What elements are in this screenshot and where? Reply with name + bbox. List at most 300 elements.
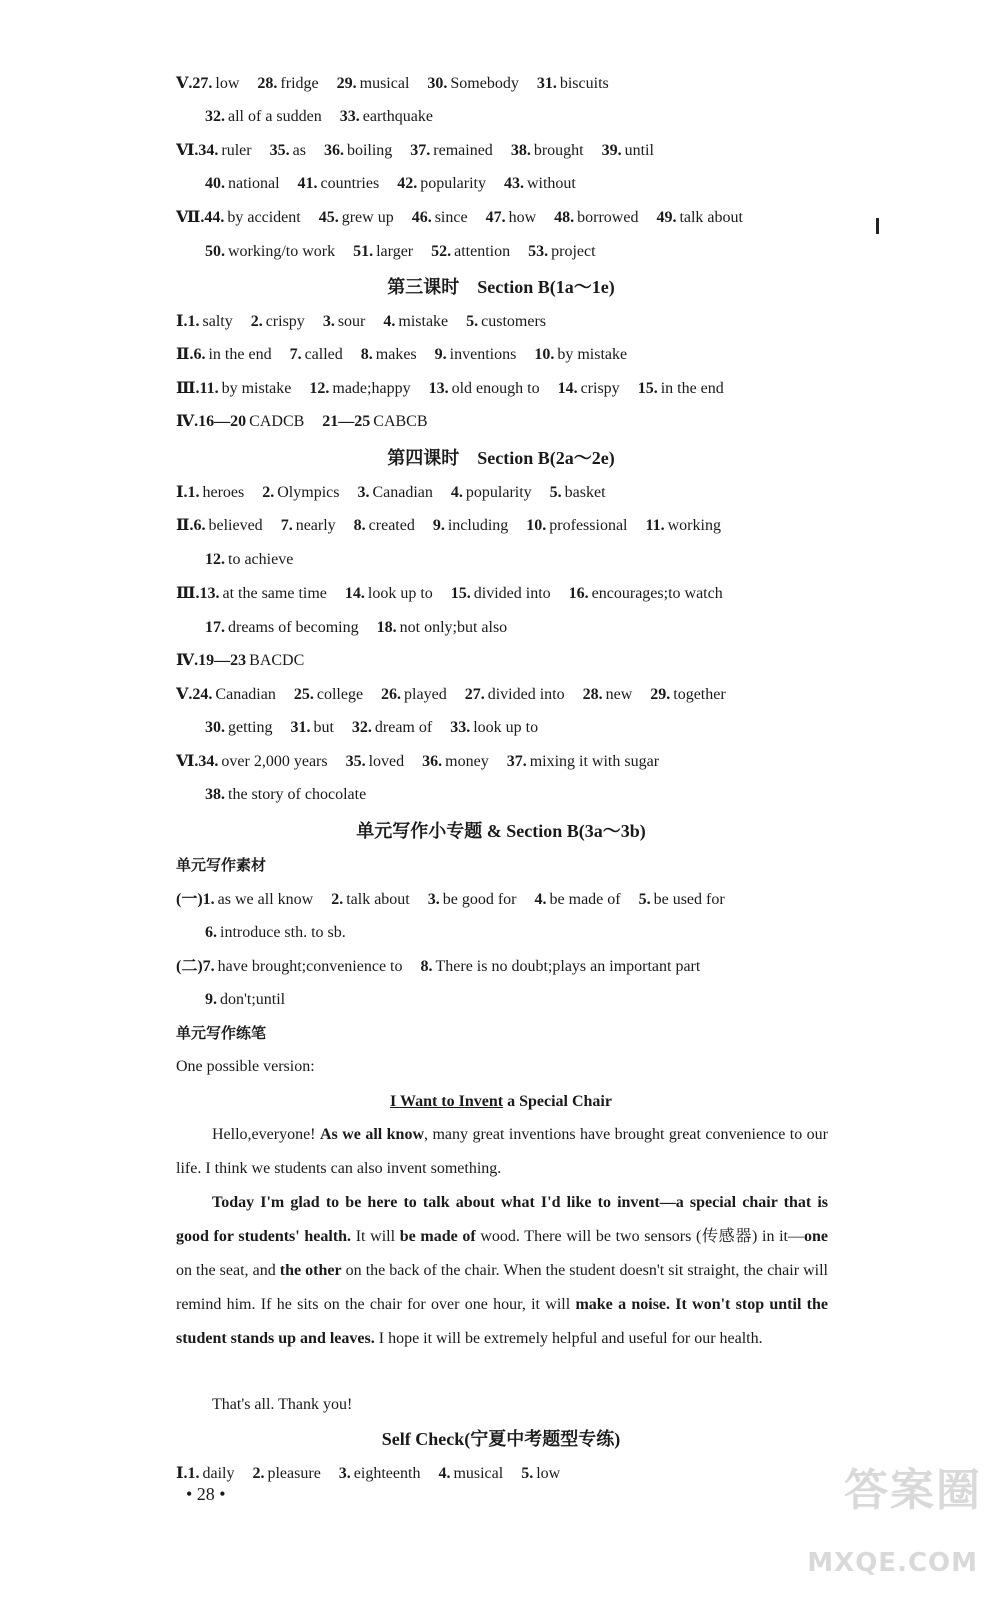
essay-text: Hello,everyone! [212, 1126, 320, 1143]
answer-item [198, 652, 304, 669]
answer-number: 8. [420, 958, 433, 975]
answer-text: ruler [221, 142, 252, 159]
roman-numeral: Ⅲ. [176, 585, 200, 602]
answer-text: heroes [202, 484, 245, 501]
answer-text: musical [453, 1465, 504, 1482]
answer-item [451, 585, 551, 602]
answer-number: 19—23 [198, 652, 247, 669]
answer-item [193, 517, 262, 534]
answer-text: professional [549, 517, 628, 534]
essay-text: on the seat, and [176, 1262, 280, 1279]
answer-number: 3. [427, 891, 440, 908]
answer-number: 2. [331, 891, 344, 908]
answer-row [176, 651, 322, 671]
answer-item [192, 75, 239, 92]
roman-numeral: Ⅰ. [176, 1465, 188, 1482]
answer-item [205, 243, 335, 260]
answer-item [205, 619, 359, 636]
answer-number: 35. [345, 753, 366, 770]
answer-number: 2. [250, 313, 263, 330]
answer-number: 40. [205, 175, 225, 192]
answer-text: getting [228, 719, 273, 736]
answer-item [357, 484, 432, 501]
answer-text: until [624, 142, 654, 159]
essay-text: It will [351, 1228, 400, 1245]
answer-number: 2. [252, 1465, 265, 1482]
answer-item [526, 517, 627, 534]
answer-number: 7. [289, 346, 302, 363]
answer-item [428, 891, 517, 908]
answer-text: encourages;to watch [591, 585, 723, 602]
roman-numeral: Ⅳ. [176, 652, 199, 669]
answer-number: 29. [650, 686, 671, 703]
subheading-material: 单元写作素材 [176, 856, 267, 874]
answer-text: by mistake [221, 380, 292, 397]
answer-number: 53. [528, 243, 549, 260]
answer-number: 28. [257, 75, 278, 92]
answer-number: 27. [192, 75, 213, 92]
answer-number: 14. [557, 380, 578, 397]
answer-item [294, 686, 363, 703]
answer-number: 4. [534, 891, 547, 908]
answer-item [345, 585, 433, 602]
section-heading: 第四课时 Section B(2a～2e) [387, 448, 615, 468]
answer-item [199, 585, 326, 602]
answer-text: pleasure [267, 1465, 321, 1482]
answer-item [412, 209, 468, 226]
answer-text: CADCB [249, 413, 305, 430]
answer-number: 6. [193, 517, 206, 534]
answer-item [198, 753, 327, 770]
essay-text: on the back of the chair. When the student doesn't sit straight, the chair will remind him. If he sits on the chair for over one hour, it will [176, 1262, 829, 1313]
answer-text: be good for [442, 891, 517, 908]
answer-item [534, 346, 627, 363]
answer-item [257, 75, 318, 92]
answer-item [262, 484, 339, 501]
answer-item [433, 517, 508, 534]
answer-text: Somebody [450, 75, 519, 92]
answer-text: divided into [487, 686, 565, 703]
answer-row [205, 618, 525, 638]
answer-row [176, 516, 739, 536]
answer-item [602, 142, 654, 159]
answer-row [176, 312, 564, 332]
answer-text: larger [376, 243, 414, 260]
answer-text: believed [208, 517, 263, 534]
answer-text: without [526, 175, 576, 192]
answer-text: over 2,000 years [221, 753, 328, 770]
answer-number: 37. [410, 142, 431, 159]
subheading-practice: 单元写作练笔 [176, 1024, 267, 1042]
answer-number: 1. [187, 313, 200, 330]
answer-row [176, 584, 741, 604]
answer-item [205, 991, 285, 1008]
answer-item [528, 243, 595, 260]
answer-number: 9. [434, 346, 447, 363]
answer-number: 31. [290, 719, 311, 736]
answer-number: 24. [192, 686, 213, 703]
roman-numeral: Ⅴ. [176, 75, 193, 92]
answer-row [176, 74, 627, 94]
answer-item [323, 313, 366, 330]
answer-number: 30. [205, 719, 225, 736]
answer-number: 17. [205, 619, 225, 636]
answer-item [290, 346, 343, 363]
answer-number: 36. [422, 753, 443, 770]
answer-text: There is no doubt;plays an important part [435, 958, 701, 975]
answer-item [486, 209, 537, 226]
answer-text: in the end [660, 380, 724, 397]
answer-text: introduce sth. to sb. [220, 924, 346, 941]
answer-text: Olympics [277, 484, 340, 501]
answer-item [511, 142, 584, 159]
answer-text: created [368, 517, 415, 534]
answer-text: how [508, 209, 537, 226]
answer-number: 36. [323, 142, 344, 159]
answer-text: since [434, 209, 468, 226]
answer-row [176, 379, 742, 399]
watermark-logo: 答案圈 [844, 1465, 982, 1516]
answer-text: don't;until [220, 991, 286, 1008]
answer-number: 21—25 [322, 413, 371, 430]
answer-number: 12. [309, 380, 330, 397]
answer-number: 41. [297, 175, 318, 192]
answer-text: working/to work [228, 243, 336, 260]
essay-paragraph-1 [176, 1118, 828, 1186]
answer-row [176, 752, 677, 772]
essay-bold: Today I'm glad to be here to talk about what I'd like to invent—a special chair that is good for students' health. [176, 1194, 828, 1245]
roman-numeral: Ⅵ. [176, 753, 199, 770]
answer-item [504, 175, 576, 192]
answer-text: salty [202, 313, 233, 330]
answer-number: 4. [383, 313, 396, 330]
answer-item [339, 1465, 421, 1482]
essay-paragraph-2 [176, 1186, 828, 1356]
answer-text: be made of [549, 891, 621, 908]
answer-number: 11. [199, 380, 219, 397]
essay-title [176, 1092, 826, 1112]
essay-text: , many great inventions have brought great convenience to our life. I think we students can also invent something. [176, 1126, 828, 1177]
answer-item [639, 891, 725, 908]
answer-item [205, 786, 366, 803]
answer-number: 32. [351, 719, 372, 736]
answer-row [205, 242, 614, 262]
answer-row [176, 141, 672, 161]
answer-number: 26. [381, 686, 402, 703]
essay-bold: the other [279, 1262, 342, 1279]
answer-number: 7. [280, 517, 293, 534]
answer-item [198, 142, 251, 159]
essay-title-rest: a Special Chair [503, 1093, 612, 1110]
answer-number: 6. [205, 924, 217, 941]
answer-number: 52. [431, 243, 452, 260]
answer-text: played [404, 686, 447, 703]
answer-text: talk about [679, 209, 743, 226]
answer-number: 6. [193, 346, 206, 363]
answer-item [187, 484, 244, 501]
answer-text: divided into [473, 585, 551, 602]
answer-item [204, 209, 300, 226]
answer-row [205, 785, 384, 805]
answer-row [176, 483, 624, 503]
answer-item [337, 75, 410, 92]
answer-number: 45. [318, 209, 339, 226]
answer-item [465, 686, 565, 703]
answer-number: 13. [428, 380, 449, 397]
answer-row [205, 990, 303, 1010]
answer-text: BACDC [249, 652, 305, 669]
answer-text: musical [359, 75, 410, 92]
answer-text: but [313, 719, 334, 736]
answer-text: dream of [374, 719, 433, 736]
answer-item [281, 517, 336, 534]
answer-item [438, 1465, 503, 1482]
answer-number: 35. [269, 142, 290, 159]
answer-number: 5. [521, 1465, 534, 1482]
answer-item [187, 313, 232, 330]
answer-text: nearly [295, 517, 336, 534]
answer-text: inventions [449, 346, 517, 363]
answer-text: popularity [465, 484, 532, 501]
answer-item [383, 313, 448, 330]
answer-item [656, 209, 743, 226]
answer-item [187, 1465, 234, 1482]
answer-item [352, 719, 432, 736]
answer-text: low [536, 1465, 561, 1482]
answer-text: attention [454, 243, 511, 260]
answer-text: fridge [280, 75, 319, 92]
answer-text: to achieve [228, 551, 294, 568]
answer-row [176, 412, 446, 432]
answer-text: in the end [208, 346, 272, 363]
answer-number: 34. [198, 753, 219, 770]
answer-item [397, 175, 486, 192]
answer-number: 33. [339, 108, 360, 125]
answer-number: 30. [427, 75, 448, 92]
roman-numeral: Ⅱ. [176, 346, 194, 363]
answer-number: 44. [204, 209, 225, 226]
answer-text: sour [337, 313, 366, 330]
answer-number: 46. [411, 209, 432, 226]
answer-item [410, 142, 493, 159]
answer-number: 2. [262, 484, 275, 501]
answer-item [205, 175, 280, 192]
essay-text: wood. There will be two sensors (传感器) in it— [475, 1228, 804, 1245]
answer-item [205, 924, 346, 941]
answer-number: 3. [338, 1465, 351, 1482]
margin-mark [876, 218, 879, 234]
answer-item [583, 686, 633, 703]
essay-bold: one [804, 1228, 828, 1245]
answer-item [646, 517, 721, 534]
answer-number: 50. [205, 243, 225, 260]
answer-number: 3. [322, 313, 335, 330]
answer-row [176, 890, 743, 910]
answer-text: working [667, 517, 721, 534]
answer-item [251, 313, 305, 330]
answer-number: 48. [554, 209, 575, 226]
answer-number: 10. [534, 346, 555, 363]
essay-text: I hope it will be extremely helpful and useful for our health. [374, 1330, 763, 1347]
answer-text: as [292, 142, 306, 159]
answer-row [205, 107, 451, 127]
answer-item [203, 958, 403, 975]
answer-item [650, 686, 725, 703]
answer-row [205, 174, 594, 194]
answer-number: 13. [199, 585, 220, 602]
answer-item [198, 413, 304, 430]
answer-text: boiling [346, 142, 393, 159]
answer-text: low [215, 75, 240, 92]
answer-number: 38. [510, 142, 531, 159]
answer-item [435, 346, 517, 363]
roman-numeral: Ⅴ. [176, 686, 193, 703]
answer-text: talk about [346, 891, 410, 908]
answer-item [193, 346, 271, 363]
answer-item [361, 346, 417, 363]
section-heading: Self Check(宁夏中考题型专练) [381, 1429, 621, 1449]
answer-item [324, 142, 392, 159]
answer-number: 33. [450, 719, 471, 736]
answer-row [176, 957, 718, 977]
answer-item [569, 585, 723, 602]
answer-text: popularity [420, 175, 486, 192]
roman-numeral: Ⅲ. [176, 380, 200, 397]
answer-number: 43. [503, 175, 524, 192]
answer-text: new [605, 686, 633, 703]
answer-number: 8. [353, 517, 366, 534]
answer-item [192, 686, 275, 703]
answer-item [450, 719, 538, 736]
answer-text: Canadian [372, 484, 433, 501]
answer-text: makes [375, 346, 417, 363]
roman-numeral: Ⅱ. [176, 517, 194, 534]
watermark-site: MXQE.COM [807, 1548, 978, 1578]
answer-number: 32. [205, 108, 225, 125]
answer-row [205, 923, 364, 943]
answer-text: made;happy [332, 380, 411, 397]
answer-item [451, 484, 532, 501]
answer-item [353, 243, 413, 260]
answer-item [298, 175, 380, 192]
answer-text: daily [202, 1465, 235, 1482]
answer-item [340, 108, 433, 125]
answer-number: 10. [526, 517, 547, 534]
answer-item [290, 719, 333, 736]
answer-number: 11. [645, 517, 665, 534]
answer-item [322, 413, 427, 430]
answer-number: 31. [536, 75, 557, 92]
section-heading: 单元写作小专题 & Section B(3a～3b) [356, 821, 646, 841]
roman-numeral: (二) [176, 958, 203, 975]
answer-number: 7. [202, 958, 215, 975]
answer-item [421, 958, 701, 975]
roman-numeral: Ⅰ. [176, 484, 188, 501]
answer-text: money [445, 753, 489, 770]
answer-text: Canadian [215, 686, 276, 703]
answer-number: 14. [344, 585, 365, 602]
answer-number: 15. [637, 380, 658, 397]
answer-number: 25. [293, 686, 314, 703]
answer-number: 1. [187, 484, 200, 501]
answer-item [205, 719, 272, 736]
answer-item [205, 108, 322, 125]
answer-text: project [551, 243, 596, 260]
answer-number: 34. [198, 142, 219, 159]
answer-item [507, 753, 659, 770]
answer-text: CABCB [373, 413, 428, 430]
answer-item [354, 517, 415, 534]
answer-row [176, 1464, 578, 1484]
answer-number: 8. [360, 346, 373, 363]
answer-text: together [673, 686, 726, 703]
answer-number: 49. [656, 209, 677, 226]
answer-item [205, 551, 293, 568]
answer-row [205, 718, 556, 738]
answer-text: not only;but also [399, 619, 508, 636]
answer-number: 5. [638, 891, 651, 908]
answer-number: 1. [202, 891, 215, 908]
answer-text: crispy [265, 313, 305, 330]
answer-text: national [228, 175, 280, 192]
answer-row [205, 550, 311, 570]
answer-item [550, 484, 606, 501]
answer-number: 5. [466, 313, 479, 330]
answer-text: at the same time [222, 585, 327, 602]
answer-text: brought [533, 142, 584, 159]
answer-item [638, 380, 724, 397]
answer-text: earthquake [362, 108, 433, 125]
roman-numeral: (一) [176, 891, 203, 908]
answer-number: 16. [568, 585, 589, 602]
answer-item [554, 209, 638, 226]
essay-bold: As we all know [319, 1126, 425, 1143]
essay-bold: be made of [399, 1228, 476, 1245]
answer-item [346, 753, 405, 770]
answer-number: 39. [601, 142, 622, 159]
answer-item [422, 753, 489, 770]
answer-text: eighteenth [353, 1465, 421, 1482]
answer-item [431, 243, 510, 260]
version-label: One possible version: [176, 1058, 315, 1075]
answer-item [427, 75, 518, 92]
answer-item [535, 891, 621, 908]
essay-title-underlined: I Want to Invent [390, 1093, 504, 1110]
answer-number: 12. [205, 551, 225, 568]
answer-number: 9. [205, 991, 217, 1008]
answer-number: 15. [450, 585, 471, 602]
answer-number: 5. [549, 484, 562, 501]
answer-text: including [447, 517, 509, 534]
answer-number: 4. [450, 484, 463, 501]
answer-text: basket [564, 484, 606, 501]
answer-text: be used for [653, 891, 725, 908]
answer-text: look up to [367, 585, 433, 602]
answer-text: mistake [398, 313, 449, 330]
answer-item [377, 619, 508, 636]
answer-text: countries [320, 175, 380, 192]
answer-number: 29. [336, 75, 357, 92]
answer-item [537, 75, 609, 92]
answer-text: old enough to [451, 380, 540, 397]
answer-number: 51. [353, 243, 374, 260]
answer-item [466, 313, 546, 330]
answer-text: the story of chocolate [228, 786, 367, 803]
answer-item [319, 209, 394, 226]
answer-number: 38. [205, 786, 225, 803]
answer-text: biscuits [559, 75, 609, 92]
answer-text: look up to [473, 719, 539, 736]
